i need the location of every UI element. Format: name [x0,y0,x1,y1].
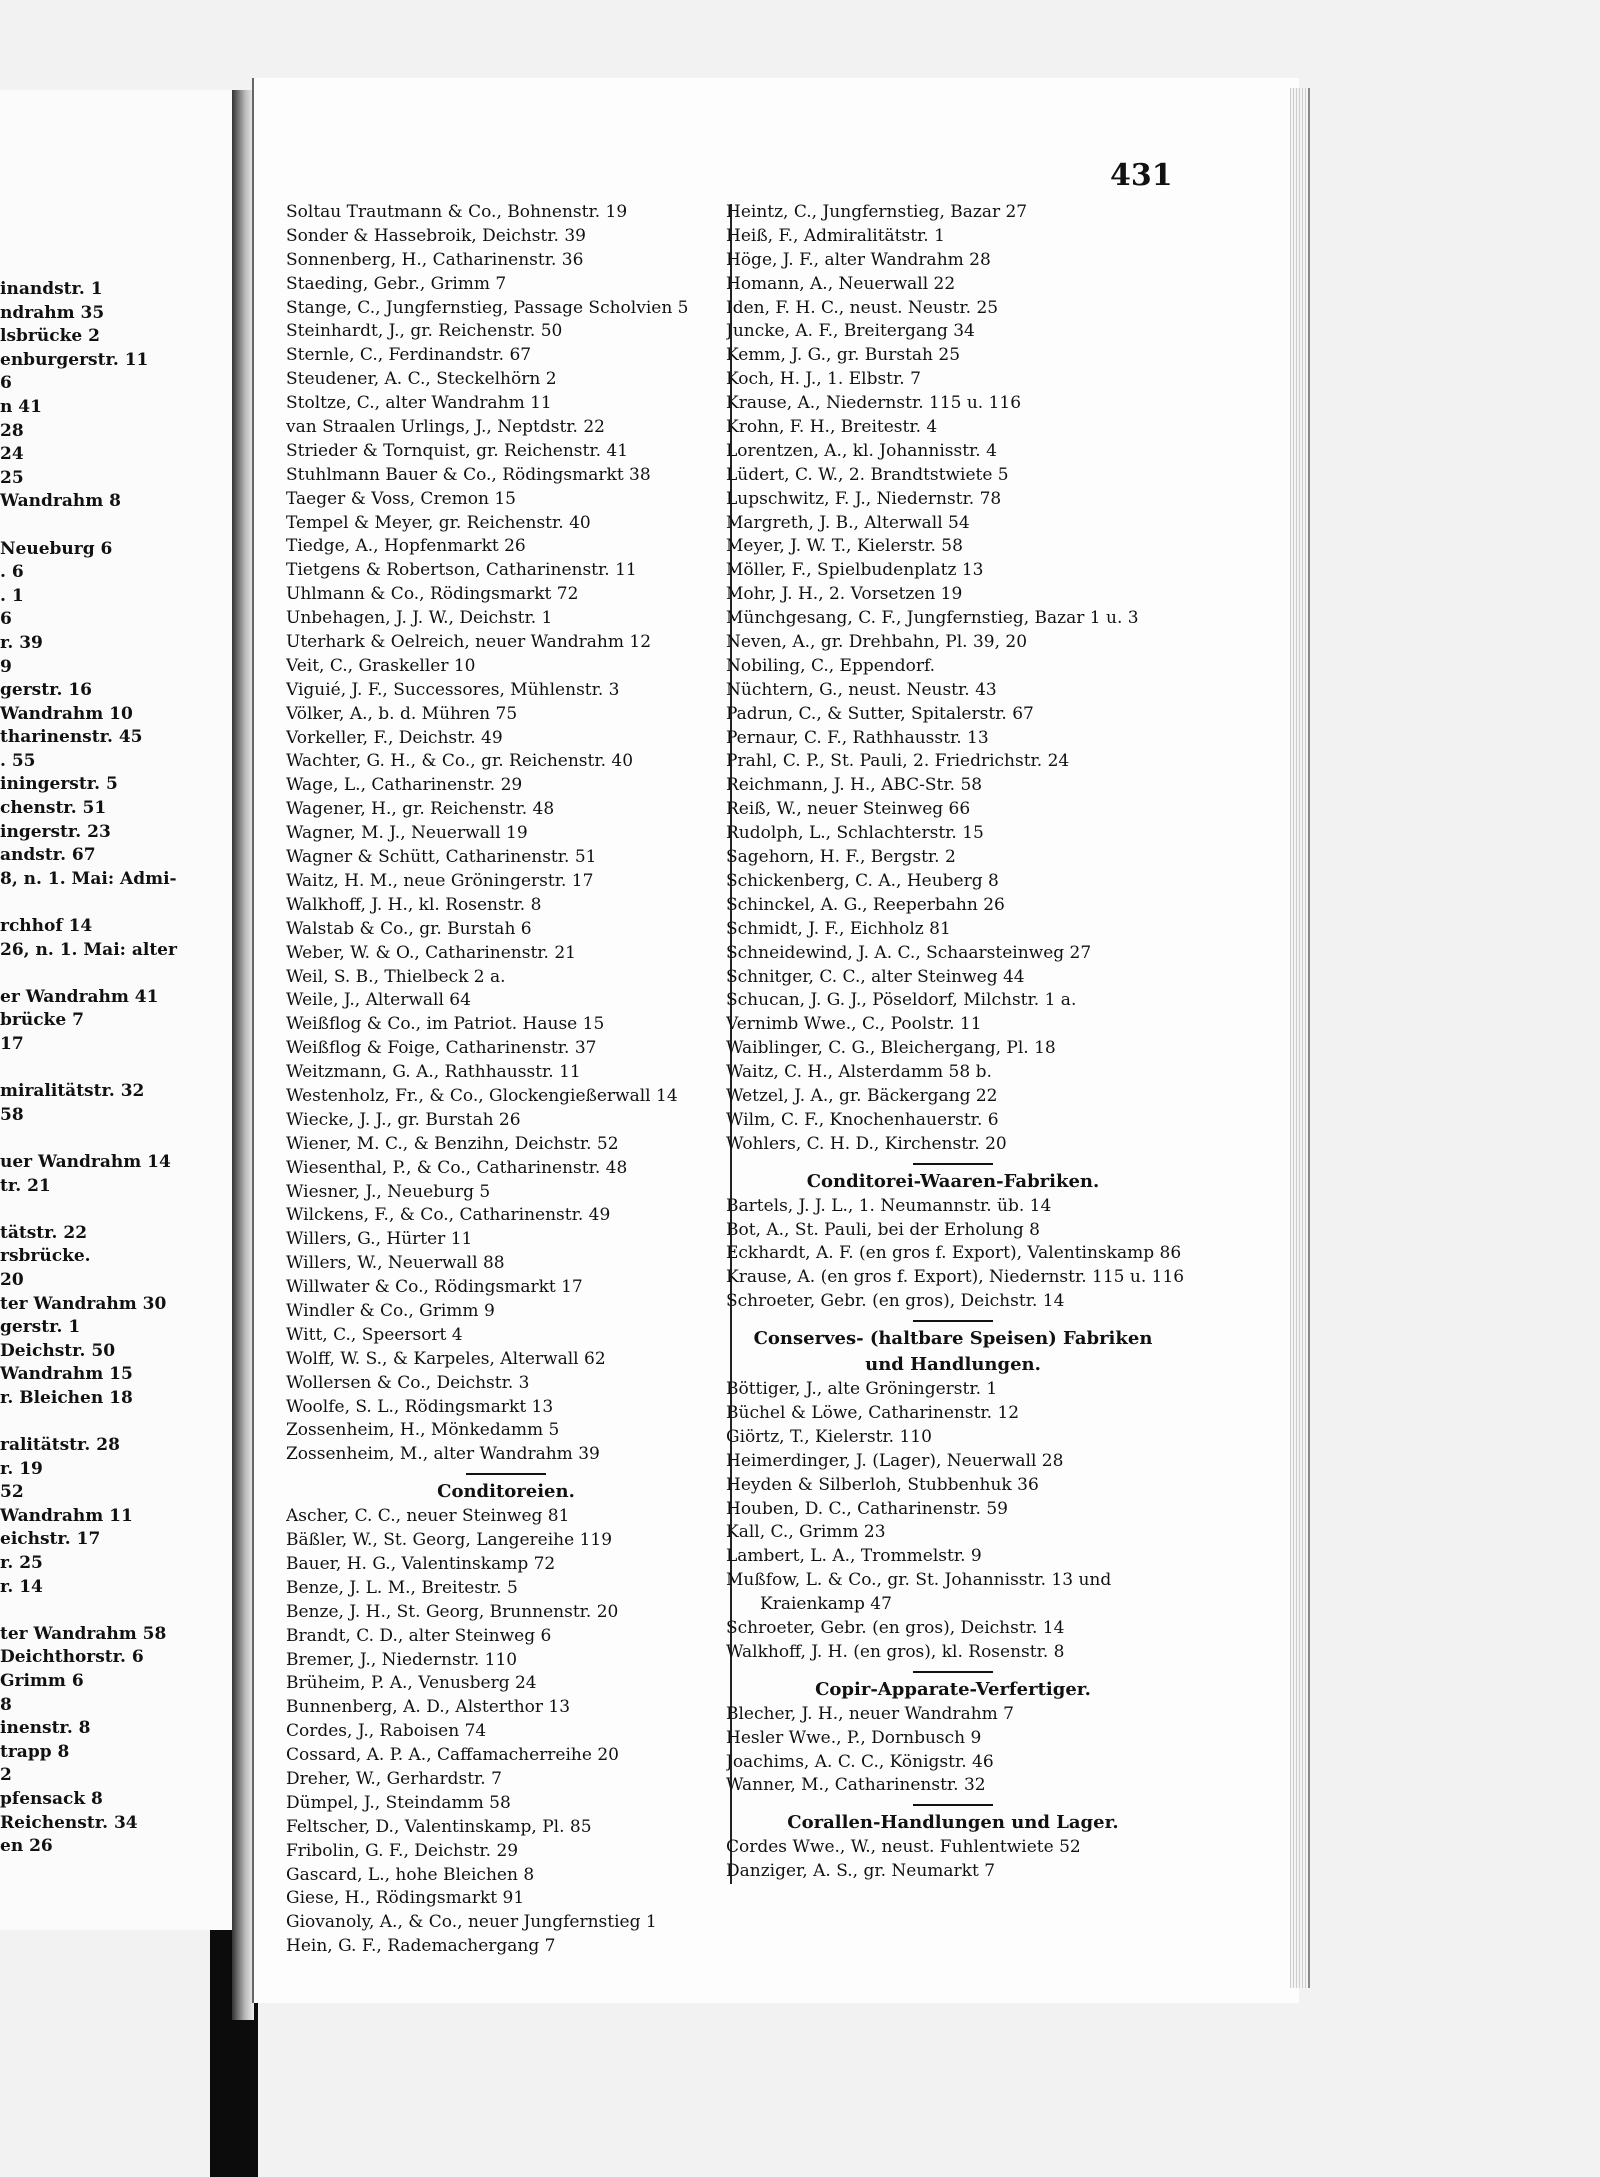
directory-entry: Padrun, C., & Sutter, Spitalerstr. 67 [726,703,1034,724]
section-heading-corallen: Corallen-Handlungen und Lager. [787,1812,1119,1834]
directory-entry: Mohr, J. H., 2. Vorsetzen 19 [726,584,963,605]
directory-entry: en 26 [0,1836,53,1857]
directory-entry: Heiß, F., Admiralitätstr. 1 [726,225,945,246]
directory-entry: Staeding, Gebr., Grimm 7 [286,273,507,294]
directory-entry: iningerstr. 5 [0,774,118,795]
directory-entry: Heimerdinger, J. (Lager), Neuerwall 28 [726,1450,1064,1471]
directory-entry: Schickenberg, C. A., Heuberg 8 [726,870,999,891]
directory-entry: andstr. 67 [0,845,96,866]
directory-entry: Lupschwitz, F. J., Niedernstr. 78 [726,488,1002,509]
directory-entry: Heintz, C., Jungfernstieg, Bazar 27 [726,202,1028,222]
directory-entry: Brandt, C. D., alter Steinweg 6 [286,1625,552,1646]
directory-entry: 8 [0,1694,12,1715]
directory-entry: rsbrücke. [0,1246,91,1267]
directory-entry: Reiß, W., neuer Steinweg 66 [726,799,971,820]
directory-entry: Höge, J. F., alter Wandrahm 28 [726,249,991,270]
directory-entry: Heyden & Silberloh, Stubbenhuk 36 [726,1474,1039,1495]
directory-entry [0,1127,230,1151]
directory-entry: Benze, J. H., St. Georg, Brunnenstr. 20 [286,1601,619,1622]
directory-entry [0,962,230,986]
directory-entry: Giörtz, T., Kielerstr. 110 [726,1426,932,1447]
directory-entry: 17 [0,1034,24,1054]
directory-entry: Böttiger, J., alte Gröningerstr. 1 [726,1379,998,1400]
directory-entry: 6 [0,373,12,394]
directory-entry: ndrahm 35 [0,302,105,323]
directory-entry: Krohn, F. H., Breitestr. 4 [726,417,938,438]
directory-entry: Cordes, J., Raboisen 74 [286,1721,487,1742]
directory-entry: Wagner, M. J., Neuerwall 19 [286,823,528,844]
entries-h-to-w [718,201,1188,1157]
directory-entry: 52 [0,1482,24,1503]
directory-entry: ter Wandrahm 30 [0,1293,167,1314]
directory-entry: Wiener, M. C., & Benzihn, Deichstr. 52 [286,1133,619,1154]
entries-s-to-z [286,201,726,1467]
directory-entry: Unbehagen, J. J. W., Deichstr. 1 [286,608,553,629]
directory-entry: Stuhlmann Bauer & Co., Rödingsmarkt 38 [286,464,651,485]
directory-entry: Wollersen & Co., Deichstr. 3 [286,1372,530,1393]
directory-entry: Neueburg 6 [0,538,113,559]
gutter-shadow [232,90,254,2020]
directory-entry: tätstr. 22 [0,1222,88,1243]
directory-entry: 26, n. 1. Mai: alter [0,939,177,960]
directory-entry: 20 [0,1269,24,1290]
directory-entry: Iden, F. H. C., neust. Neustr. 25 [726,297,999,318]
directory-entry: van Straalen Urlings, J., Neptdstr. 22 [286,417,605,438]
directory-entry [0,891,230,915]
directory-entry: Nobiling, C., Eppendorf. [726,655,936,676]
directory-entry: Homann, A., Neuerwall 22 [726,273,956,294]
directory-entry [0,1057,230,1081]
directory-entry: Margreth, J. B., Alterwall 54 [726,512,970,533]
directory-entry: Weitzmann, G. A., Rathhausstr. 11 [286,1062,581,1083]
directory-entry: r. 14 [0,1576,43,1597]
directory-entry: Blecher, J. H., neuer Wandrahm 7 [726,1703,1014,1724]
directory-entry: Tempel & Meyer, gr. Reichenstr. 40 [286,512,591,533]
directory-entry: Prahl, C. P., St. Pauli, 2. Friedrichstr. 24 [726,751,1070,772]
directory-entry: Deichstr. 50 [0,1340,116,1361]
directory-entry: Wagener, H., gr. Reichenstr. 48 [286,799,555,820]
directory-entry: Schroeter, Gebr. (en gros), Deichstr. 14 [726,1617,1065,1638]
directory-entry: 8, n. 1. Mai: Admi- [0,868,177,889]
directory-entry: Weil, S. B., Thielbeck 2 a. [286,966,506,987]
directory-entry: Schucan, J. G. J., Pöseldorf, Milchstr. 1 a. [726,990,1077,1011]
directory-entry: Reichmann, J. H., ABC-Str. 58 [726,775,983,796]
directory-entry: inenstr. 8 [0,1718,91,1739]
directory-entry: Bunnenberg, A. D., Alsterthor 13 [286,1697,571,1718]
directory-entry: Willwater & Co., Rödingsmarkt 17 [286,1277,583,1298]
page-number: 431 [1110,158,1173,193]
directory-entry: Kall, C., Grimm 23 [726,1522,886,1543]
directory-entry: Stange, C., Jungfernstieg, Passage Scholvien 5 [286,297,689,318]
directory-entry: Sonder & Hassebroik, Deichstr. 39 [286,225,586,246]
directory-entry: Wandrahm 15 [0,1364,133,1385]
directory-entry: 58 [0,1104,24,1125]
directory-entry: Völker, A., b. d. Mühren 75 [286,703,518,724]
directory-entry: r. 25 [0,1553,43,1574]
directory-entry: Veit, C., Graskeller 10 [286,655,476,676]
directory-entry: Wiesner, J., Neueburg 5 [286,1181,491,1202]
directory-entry: Krause, A. (en gros f. Export), Niedernstr. 115 u. 116 [726,1267,1185,1288]
directory-entry: . 55 [0,750,36,771]
directory-entry: Witt, C., Speersort 4 [286,1324,463,1345]
directory-entry: ingerstr. 23 [0,821,111,842]
directory-entry: Koch, H. J., 1. Elbstr. 7 [726,369,921,390]
directory-entry: r. Bleichen 18 [0,1387,133,1408]
directory-entry: Reichenstr. 34 [0,1812,138,1833]
entries-conditoreien [286,1505,726,1959]
directory-entry: Walkhoff, J. H., kl. Rosenstr. 8 [286,894,542,915]
directory-entry: Pernaur, C. F., Rathhausstr. 13 [726,727,989,748]
directory-entry: uer Wandrahm 14 [0,1151,171,1172]
directory-entry: Weißflog & Co., im Patriot. Hause 15 [286,1014,605,1035]
section-heading-conditoreien: Conditoreien. [437,1481,575,1503]
directory-entry: eichstr. 17 [0,1529,101,1550]
directory-entry: Cordes Wwe., W., neust. Fuhlentwiete 52 [726,1837,1081,1858]
directory-entry: brücke 7 [0,1010,84,1031]
directory-entry: Lüdert, C. W., 2. Brandtstwiete 5 [726,464,1009,485]
directory-entry: Kemm, J. G., gr. Burstah 25 [726,345,961,366]
directory-entry: Walstab & Co., gr. Burstah 6 [286,918,532,939]
directory-entry: Stoltze, C., alter Wandrahm 11 [286,393,552,414]
entries-conditorei-waaren [718,1195,1188,1314]
directory-entry: pfensack 8 [0,1789,103,1809]
section-rule [466,1473,546,1475]
directory-entry: ralitätstr. 28 [0,1435,120,1456]
directory-entry: Wiecke, J. J., gr. Burstah 26 [286,1109,521,1130]
page-edges [1290,88,1310,1988]
directory-entry: Hein, G. F., Rademachergang 7 [286,1936,556,1957]
directory-entry: Weile, J., Alterwall 64 [286,990,471,1011]
directory-entry: Wilm, C. F., Knochenhauerstr. 6 [726,1109,999,1130]
directory-entry: Sonnenberg, H., Catharinenstr. 36 [286,249,584,270]
directory-entry: Tietgens & Robertson, Catharinenstr. 11 [286,560,637,581]
directory-entry: Woolfe, S. L., Rödingsmarkt 13 [286,1396,554,1417]
directory-entry: Schroeter, Gebr. (en gros), Deichstr. 14 [726,1291,1065,1312]
directory-entry: Uterhark & Oelreich, neuer Wandrahm 12 [286,632,652,653]
section-heading-conserves: Conserves- (haltbare Speisen) Fabriken [753,1328,1153,1350]
directory-entry: Wandrahm 10 [0,703,133,724]
directory-entry: Viguié, J. F., Successores, Mühlenstr. 3 [286,679,620,700]
directory-entry: Lambert, L. A., Trommelstr. 9 [726,1546,982,1567]
entries-corallen [718,1836,1188,1884]
section-rule [913,1804,993,1806]
directory-entry: Büchel & Löwe, Catharinenstr. 12 [726,1402,1020,1423]
directory-entry: Tiedge, A., Hopfenmarkt 26 [286,536,526,557]
directory-entry: Bremer, J., Niedernstr. 110 [286,1649,518,1670]
directory-entry: Giese, H., Rödingsmarkt 91 [286,1888,525,1909]
directory-entry: Steudener, A. C., Steckelhörn 2 [286,369,557,390]
directory-entry: Willers, W., Neuerwall 88 [286,1253,505,1274]
directory-entry: Lorentzen, A., kl. Johannisstr. 4 [726,440,997,461]
directory-entry: Houben, D. C., Catharinenstr. 59 [726,1498,1008,1519]
directory-entry: Eckhardt, A. F. (en gros f. Export), Valentinskamp 86 [726,1243,1182,1264]
directory-column-right [718,201,1188,1884]
directory-entry: Wilckens, F., & Co., Catharinenstr. 49 [286,1205,611,1226]
directory-entry: Strieder & Tornquist, gr. Reichenstr. 41 [286,440,629,461]
section-rule [913,1320,993,1322]
directory-entry: Mußfow, L. & Co., gr. St. Johannisstr. 13 und [726,1570,1112,1591]
directory-entry [0,514,230,538]
directory-entry: Gascard, L., hohe Bleichen 8 [286,1864,535,1885]
directory-entry: Weißflog & Foige, Catharinenstr. 37 [286,1038,597,1059]
directory-entry: trapp 8 [0,1741,70,1762]
directory-entry: Hesler Wwe., P., Dornbusch 9 [726,1727,982,1748]
directory-entry: 28 [0,420,24,441]
directory-entry: tharinenstr. 45 [0,727,143,748]
directory-entry: Windler & Co., Grimm 9 [286,1300,495,1321]
directory-entry: gerstr. 16 [0,680,92,701]
section-heading-conditorei-waaren: Conditorei-Waaren-Fabriken. [806,1170,1100,1192]
directory-entry: Uhlmann & Co., Rödingsmarkt 72 [286,584,579,605]
directory-entry: Wagner & Schütt, Catharinenstr. 51 [286,847,597,868]
directory-entry: Schneidewind, J. A. C., Schaarsteinweg 27 [726,942,1092,963]
directory-entry: Schnitger, C. C., alter Steinweg 44 [726,966,1025,987]
directory-entry: ter Wandrahm 58 [0,1623,167,1644]
entries-copir [718,1703,1188,1799]
directory-entry: 25 [0,467,24,488]
directory-entry: Cossard, A. P. A., Caffamacherreihe 20 [286,1745,619,1766]
section-heading-conserves-line2: und Handlungen. [865,1354,1041,1376]
directory-entry: Meyer, J. W. T., Kielerstr. 58 [726,536,963,557]
directory-entry: Willers, G., Hürter 11 [286,1229,473,1250]
directory-entry: Juncke, A. F., Breitergang 34 [726,321,975,342]
directory-entry: Wanner, M., Catharinenstr. 32 [726,1775,986,1796]
directory-entry: Westenholz, Fr., & Co., Glockengießerwall 14 [286,1085,678,1106]
directory-entry: Wolff, W. S., & Karpeles, Alterwall 62 [286,1348,606,1369]
directory-entry: Bartels, J. J. L., 1. Neumannstr. üb. 14 [726,1195,1052,1216]
directory-entry: Dümpel, J., Steindamm 58 [286,1792,511,1813]
entries-conserves [718,1378,1188,1665]
section-heading-copir: Copir-Apparate-Verfertiger. [815,1678,1091,1700]
directory-entry: Soltau Trautmann & Co., Bohnenstr. 19 [286,202,628,222]
section-rule [913,1163,993,1165]
left-page [0,90,235,1930]
directory-entry: 2 [0,1765,12,1786]
directory-column-middle [286,201,726,1959]
directory-entry: Ascher, C. C., neuer Steinweg 81 [286,1506,570,1527]
directory-entry: Wetzel, J. A., gr. Bäckergang 22 [726,1085,998,1106]
directory-entry: Nüchtern, G., neust. Neustr. 43 [726,679,997,700]
directory-entry: inandstr. 1 [0,279,103,299]
directory-entry: Waitz, C. H., Alsterdamm 58 b. [726,1062,992,1083]
directory-entry: tr. 21 [0,1175,51,1196]
directory-entry: Feltscher, D., Valentinskamp, Pl. 85 [286,1816,592,1837]
directory-entry: Zossenheim, M., alter Wandrahm 39 [286,1444,600,1465]
directory-entry: Waiblinger, C. G., Bleichergang, Pl. 18 [726,1038,1056,1059]
directory-entry: Wandrahm 8 [0,491,121,512]
directory-entry: Wohlers, C. H. D., Kirchenstr. 20 [726,1133,1007,1154]
directory-entry: 9 [0,656,12,677]
directory-entry: Wachter, G. H., & Co., gr. Reichenstr. 40 [286,751,634,772]
directory-entry: Schmidt, J. F., Eichholz 81 [726,918,951,939]
directory-entry: Joachims, A. C. C., Königstr. 46 [726,1751,994,1772]
directory-entry: . 6 [0,562,24,583]
directory-entry: enburgerstr. 11 [0,349,149,370]
left-page-fragment-column [0,278,230,1859]
directory-entry: Vernimb Wwe., C., Poolstr. 11 [726,1014,982,1035]
directory-entry: Taeger & Voss, Cremon 15 [286,488,516,509]
directory-entry: Grimm 6 [0,1671,84,1692]
directory-entry: Giovanoly, A., & Co., neuer Jungfernstieg 1 [286,1912,657,1933]
directory-entry: Weber, W. & O., Catharinenstr. 21 [286,942,576,963]
directory-entry: Zossenheim, H., Mönkedamm 5 [286,1420,560,1441]
directory-entry: Münchgesang, C. F., Jungfernstieg, Bazar 1 u. 3 [726,608,1139,629]
directory-entry: . 1 [0,585,24,606]
directory-entry: Krause, A., Niedernstr. 115 u. 116 [726,393,1022,414]
directory-entry: Kraienkamp 47 [760,1594,892,1615]
directory-entry [0,1198,230,1222]
directory-entry [0,1599,230,1623]
directory-entry: Brüheim, P. A., Venusberg 24 [286,1673,537,1694]
directory-entry: Bot, A., St. Pauli, bei der Erholung 8 [726,1219,1040,1240]
directory-entry: r. 19 [0,1458,43,1479]
directory-entry: rchhof 14 [0,916,93,937]
directory-entry: Danziger, A. S., gr. Neumarkt 7 [726,1861,996,1882]
directory-entry: 6 [0,609,12,630]
directory-entry: gerstr. 1 [0,1317,81,1338]
directory-entry: Walkhoff, J. H. (en gros), kl. Rosenstr. 8 [726,1641,1065,1662]
directory-entry: Sternle, C., Ferdinandstr. 67 [286,345,532,366]
directory-entry: Möller, F., Spielbudenplatz 13 [726,560,984,581]
directory-entry: Dreher, W., Gerhardstr. 7 [286,1769,502,1789]
directory-entry: Vorkeller, F., Deichstr. 49 [286,727,503,748]
directory-entry: Neven, A., gr. Drehbahn, Pl. 39, 20 [726,632,1028,653]
directory-entry: Wandrahm 11 [0,1505,133,1526]
directory-entry: Waitz, H. M., neue Gröningerstr. 17 [286,870,594,891]
directory-entry: er Wandrahm 41 [0,986,159,1007]
directory-entry: chenstr. 51 [0,798,107,819]
directory-entry: r. 39 [0,632,43,653]
directory-entry: Schinckel, A. G., Reeperbahn 26 [726,894,1005,915]
directory-entry [0,1411,230,1435]
directory-entry: Wiesenthal, P., & Co., Catharinenstr. 48 [286,1157,628,1178]
directory-entry: Bäßler, W., St. Georg, Langereihe 119 [286,1530,613,1551]
directory-entry: Deichthorstr. 6 [0,1647,144,1668]
directory-entry: 24 [0,444,24,465]
directory-entry: Bauer, H. G., Valentinskamp 72 [286,1553,556,1574]
directory-entry: lsbrücke 2 [0,326,100,347]
directory-entry: Sagehorn, H. F., Bergstr. 2 [726,847,956,868]
section-rule [913,1671,993,1673]
directory-entry: n 41 [0,396,42,417]
directory-entry: Fribolin, G. F., Deichstr. 29 [286,1840,519,1861]
directory-entry: Wage, L., Catharinenstr. 29 [286,775,523,796]
directory-entry: Rudolph, L., Schlachterstr. 15 [726,823,984,844]
directory-entry: Steinhardt, J., gr. Reichenstr. 50 [286,321,563,342]
directory-entry: miralitätstr. 32 [0,1081,145,1102]
directory-entry: Benze, J. L. M., Breitestr. 5 [286,1577,518,1598]
